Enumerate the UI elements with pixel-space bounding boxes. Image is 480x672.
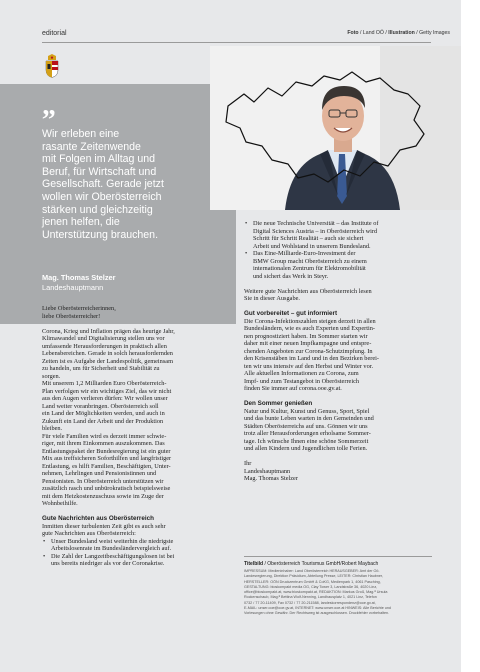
body-paragraph: Natur und Kultur, Kunst und Genuss, Sport, Spiel und das bunte Leben warten in den Gemeinden und Städten Oberösterreichs auf uns. Gönnen wir uns trotz aller Herausforderungen erholsame Sommer- tage. Ich wünsche Ihnen eine schöne Sommerzeit und allen Kindern und Jugendlichen tolle Ferien. bbox=[244, 407, 374, 452]
coat-of-arms-icon bbox=[44, 54, 60, 78]
header-divider bbox=[42, 42, 431, 43]
quote-author-title: Landeshauptmann bbox=[42, 283, 104, 292]
body-paragraph: Weitere gute Nachrichten aus Oberösterreich lesen Sie in dieser Ausgabe. bbox=[244, 287, 372, 302]
right-column bbox=[244, 220, 432, 483]
section-heading: Gute Nachrichten aus Oberösterreich bbox=[42, 515, 154, 522]
footer-divider bbox=[244, 556, 432, 557]
list-item: • Das Eine-Milliarde-Euro-Investment der BMW Group macht Oberösterreich zu einem internationalen Zentrum für Elektromobilität und sichert das Werk in Steyr. bbox=[244, 250, 432, 280]
pull-quote: Wir erleben eine rasante Zeitenwende mit Folgen im Alltag und Beruf, für Wirtschaft und Gesellschaft. Gerade jetzt wollen wir Oberösterreich stärken und gleichzeitig jenen helfen, die Unterstützung brauchen. bbox=[42, 128, 164, 241]
section-heading: Gut vorbereitet – gut informiert bbox=[244, 310, 338, 317]
body-paragraph: Inmitten dieser turbulenten Zeit gibt es auch sehr gute Nachrichten aus Oberösterreich: bbox=[42, 522, 166, 537]
body-paragraph: Die Corona-Infektionszahlen steigen derzeit in allen Bundesländern, wie es auch Experten und Expertin- nen prognostiziert haben. Im Sommer starten wir daher mit einer neuen Impfkampagne und entspre- chenden Angeboten zur Corona-Schutzimpfung. In den Krisenstäben im Land und in den Bezirken berei- ten wir uns intensiv auf den Herbst und Winter vor. Alle aktuellen Informationen zu Corona, zum Impf- und zum Testangebot in Oberösterreich finden Sie immer auf corona.ooe.gv.at. bbox=[244, 317, 379, 392]
page-margin bbox=[461, 0, 480, 672]
quote-author: Mag. Thomas Stelzer bbox=[42, 273, 116, 282]
bullet-list bbox=[244, 220, 432, 280]
list-item: • Die neue Technische Universität – das Institute of Digital Sciences Austria – in Oberösterreich wird Schritt für Schritt Realität – auch sie sichert Arbeit und Wohlstand in unserem Bundesland. bbox=[244, 220, 432, 250]
section-label: editorial bbox=[42, 30, 67, 37]
portrait-photo bbox=[210, 46, 461, 210]
salutation: Liebe Oberösterreicherinnen, liebe Oberösterreicher! bbox=[42, 305, 116, 320]
list-item: • Die Zahl der Langzeitbeschäftigungslosen ist bei uns bereits niedriger als vor der Coronakrise. bbox=[42, 553, 230, 568]
imprint: IMPRESSUM: Medieninhaber: Land Oberösterreich HERAUSGEBER: Amt der Oö. Landesregierung, Direktion Präsidium, Abteilung Presse, LEITER: Christian Haubner, HERSTELLER: OÖN Druckzentrum GmbH & CoKG, Medienpark 1, 4061 Pasching, GESTALTUNG: bioskompakt media OG, Clay Tower 3, Landstraße 36, 4020 Linz, office@bioskompakt.at, www.bioskompakt.at, REDAKTION: Markus Groß, Mag.ª Ursula Rockenschaub, Mag.ª Bettina Wolf-Nenning, Landhausplatz 1, 4021 Linz, Telefon 0732 / 77 20-11409, Fax 0732 / 77 20-211588, landeskorrespondenz@ooe.gv.at, E-MAIL: unser.ooe@ooe.gv.at, INTERNET: www.unser.ooe.at HINWEIS: Alle Berichte und Vorlesungen ohne Gewähr. Der Rechtsweg ist ausgeschlossen. Druckfehler vorbehalten. bbox=[244, 569, 391, 616]
quote-mark-icon: „ bbox=[42, 90, 56, 121]
bullet-list bbox=[42, 538, 230, 568]
body-paragraph: Corona, Krieg und Inflation prägen das heurige Jahr, Klimawandel und Digitalisierung stellen uns vor umfassende Herausforderungen in praktisch allen Lebensbereichen. Gerade in solch herausfordernden Zeiten ist es Aufgabe der Landespolitik, gemeinsam zu handeln, um für Sicherheit und Stabilität zu sorgen. Mit unserem 1,2 Milliarden Euro Oberösterreich- Plan verfolgen wir ein wichtiges Ziel, das wir nicht aus den Augen verlieren dürfen: Wir wollen unser Land weiter voranbringen. Oberösterreich soll ein Land der Möglichkeiten werden, und auch in Zukunft ein Land der Arbeit und der Produktion bleiben. Für viele Familien wird es derzeit immer schwie- riger, mit ihrem Einkommen auszukommen. Das Entlastungspaket der Bundesregierung ist ein guter Mix aus treffsicheren Soforthilfen und langfristiger Entlastung, es hilft Familien, Beschäftigten, Unter- nehmen, Lehrlingen und Pensionistinnen und Pensionisten. In Oberösterreich unterstützen wir zusätzlich rasch und unbürokratisch beispielsweise mit dem Heizkostenzuschuss sowie im Zuge der Wohnbeihilfe. bbox=[42, 327, 175, 507]
cover-credit: Titelbild / Oberösterreich Tourismus GmbH/Robert Maybach bbox=[244, 561, 379, 567]
photo-credit: Foto / Land OÖ / Illustration / Getty Images bbox=[347, 30, 450, 36]
left-column bbox=[42, 305, 230, 568]
section-heading: Den Sommer genießen bbox=[244, 400, 313, 407]
closing-signature: Ihr Landeshauptmann Mag. Thomas Stelzer bbox=[244, 460, 298, 482]
portrait-illustration bbox=[210, 46, 461, 210]
list-item: • Unser Bundesland weist weiterhin die niedrigste Arbeitslosenrate im Bundesländervergleich auf. bbox=[42, 538, 230, 553]
